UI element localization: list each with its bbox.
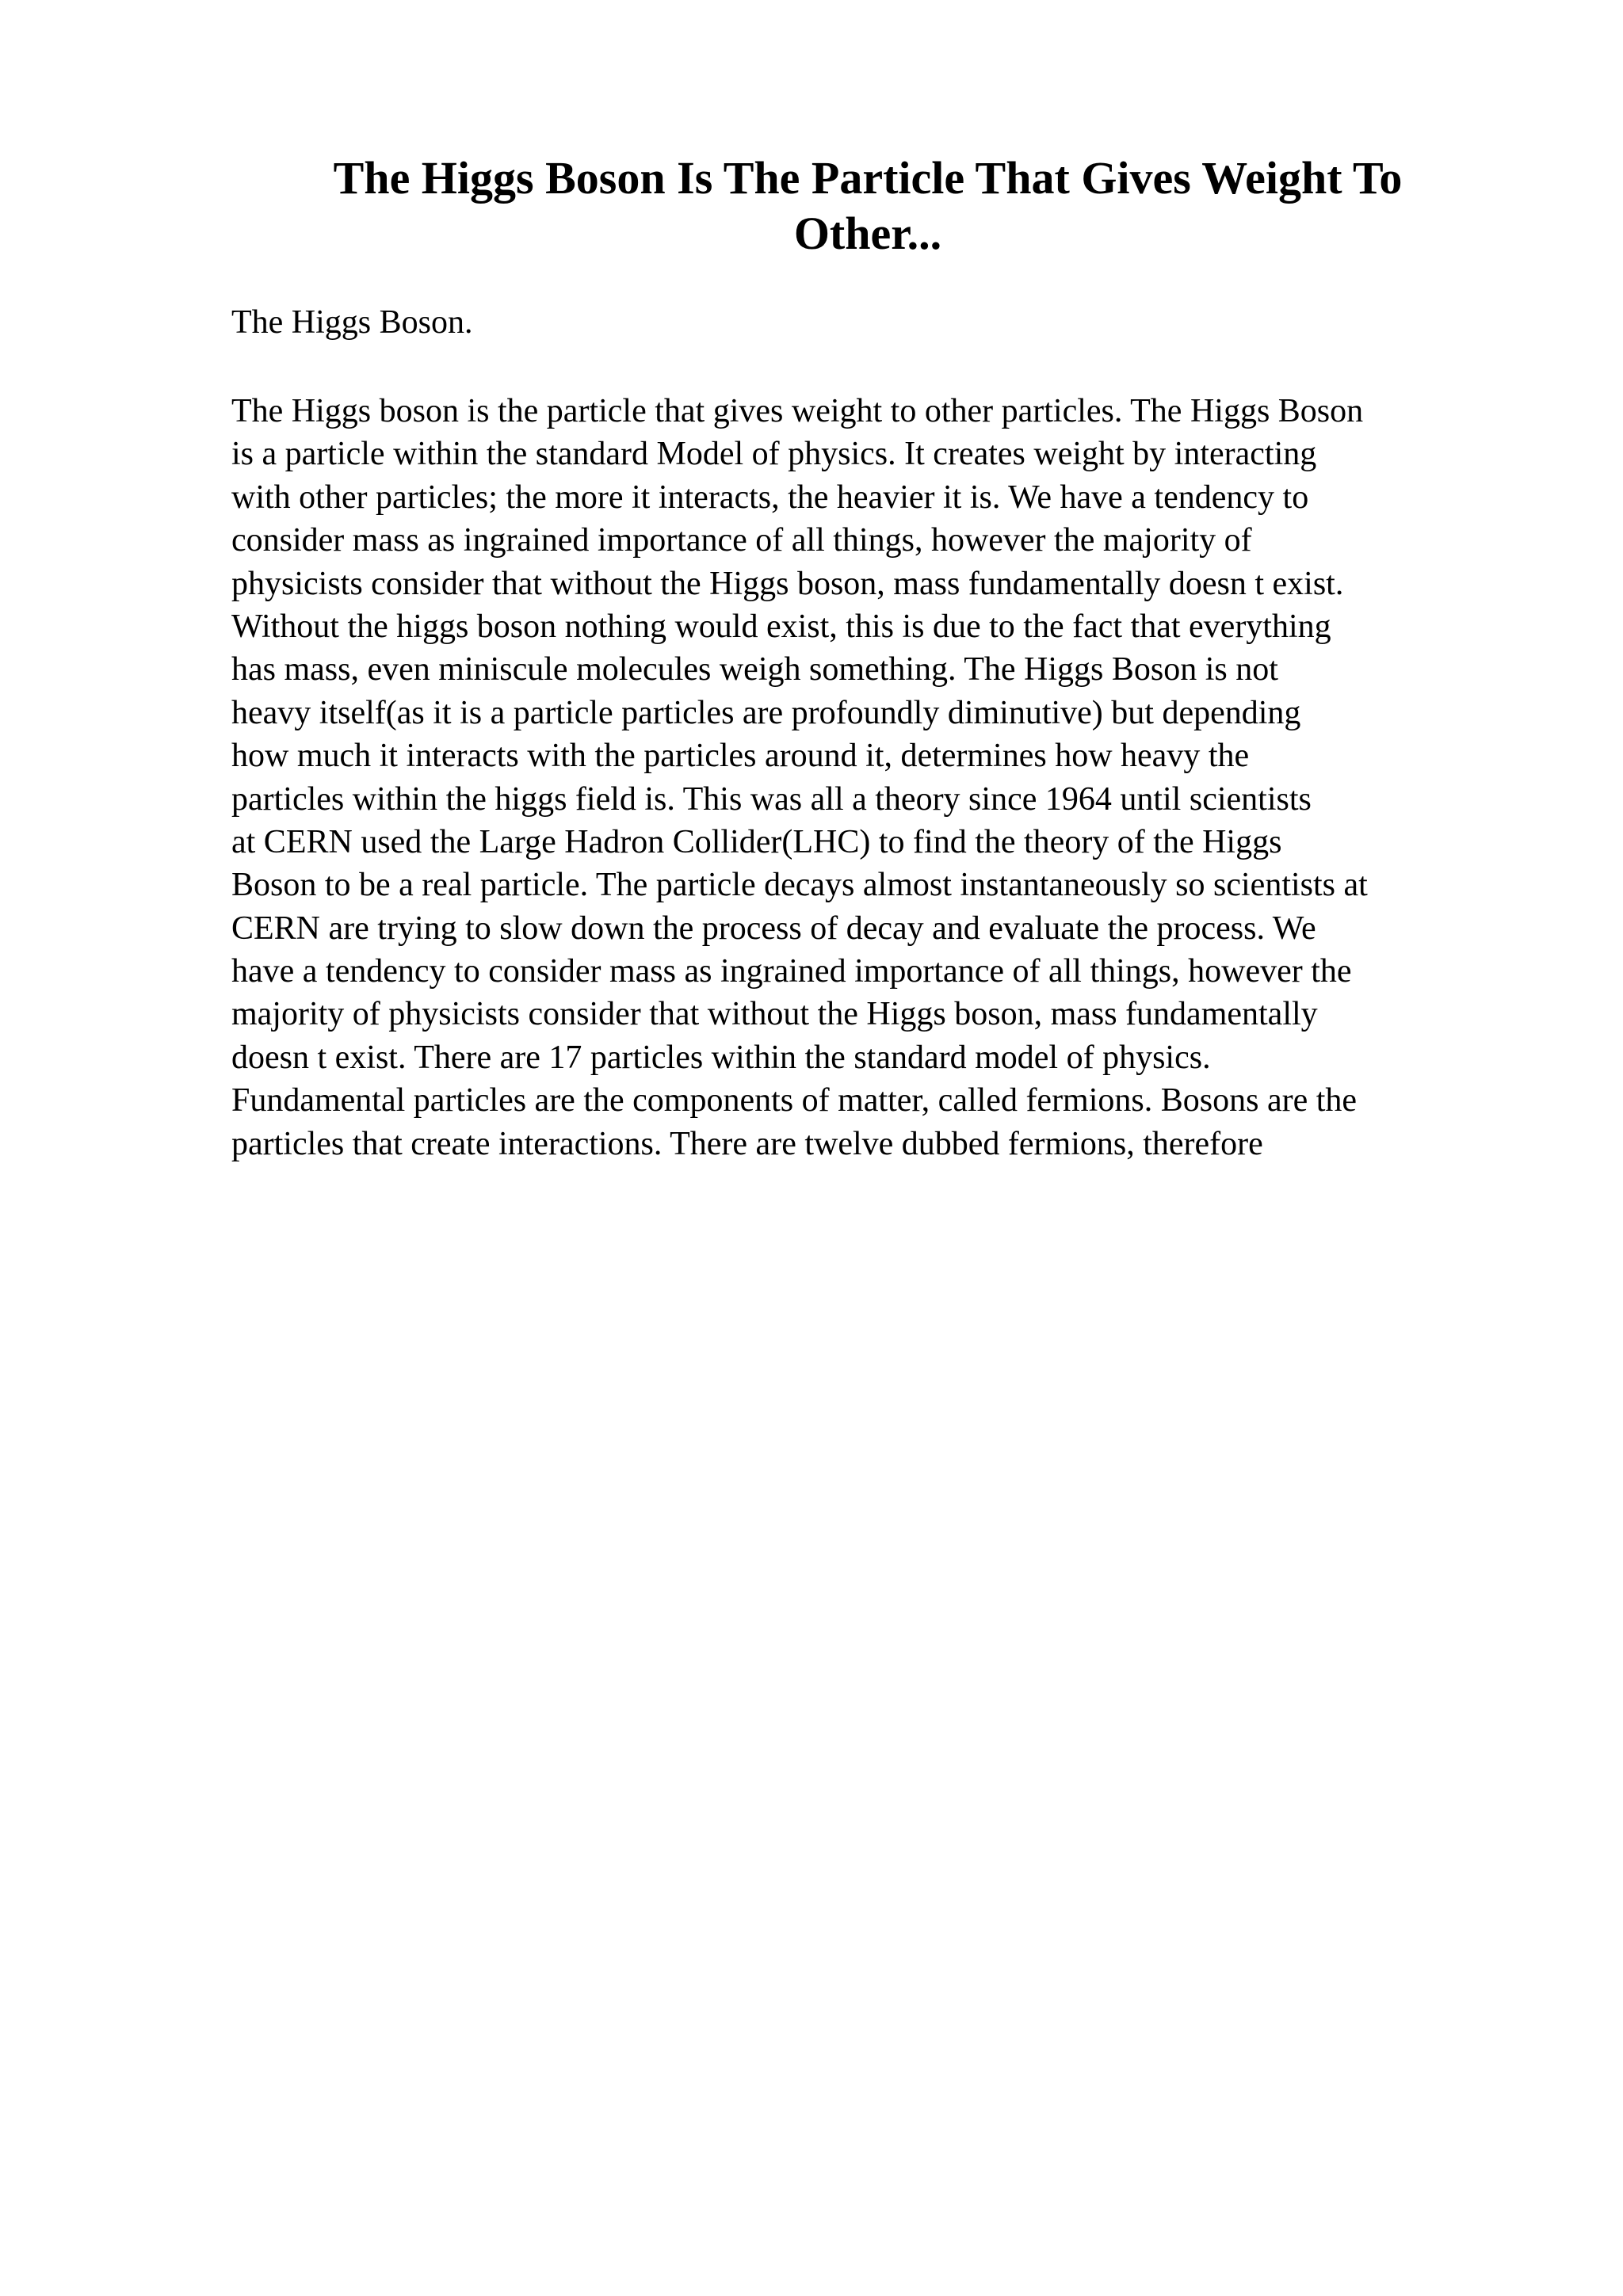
body-line: The Higgs boson is the particle that gives weight to other particles. The Higgs Boson	[231, 393, 1364, 429]
body-line: has mass, even miniscule molecules weigh something. The Higgs Boson is not	[231, 651, 1278, 688]
document-title: The Higgs Boson Is The Particle That Gives Weight To Other...	[333, 152, 1403, 259]
body-line: physicists consider that without the Higgs boson, mass fundamentally doesn t exist.	[231, 565, 1344, 602]
body-line: doesn t exist. There are 17 particles within the standard model of physics.	[231, 1039, 1211, 1076]
body-line: heavy itself(as it is a particle particles are profoundly diminutive) but depending	[231, 694, 1301, 731]
body-line: particles within the higgs field is. This was all a theory since 1964 until scientists	[231, 780, 1312, 818]
body-line: at CERN used the Large Hadron Collider(LHC) to find the theory of the Higgs	[231, 823, 1282, 860]
body-line: Fundamental particles are the components of matter, called fermions. Bosons are the	[231, 1082, 1358, 1119]
body-line: particles that create interactions. There are twelve dubbed fermions, therefore	[231, 1125, 1263, 1162]
body-line: CERN are trying to slow down the process of decay and evaluate the process. We	[231, 910, 1316, 947]
body-line: is a particle within the standard Model of physics. It creates weight by interacting	[231, 436, 1317, 473]
document-subheading: The Higgs Boson.	[231, 304, 473, 341]
body-paragraph	[231, 390, 1368, 1165]
body-line: consider mass as ingrained importance of all things, however the majority of	[231, 522, 1252, 559]
body-line: with other particles; the more it interacts, the heavier it is. We have a tendency to	[231, 479, 1309, 516]
body-line: have a tendency to consider mass as ingrained importance of all things, however the	[231, 953, 1352, 990]
body-line: Boson to be a real particle. The particle decays almost instantaneously so scientists at	[231, 867, 1368, 904]
body-line: majority of physicists consider that without the Higgs boson, mass fundamentally	[231, 996, 1318, 1033]
body-line: Without the higgs boson nothing would exist, this is due to the fact that everything	[231, 608, 1331, 645]
body-line: how much it interacts with the particles around it, determines how heavy the	[231, 738, 1250, 775]
